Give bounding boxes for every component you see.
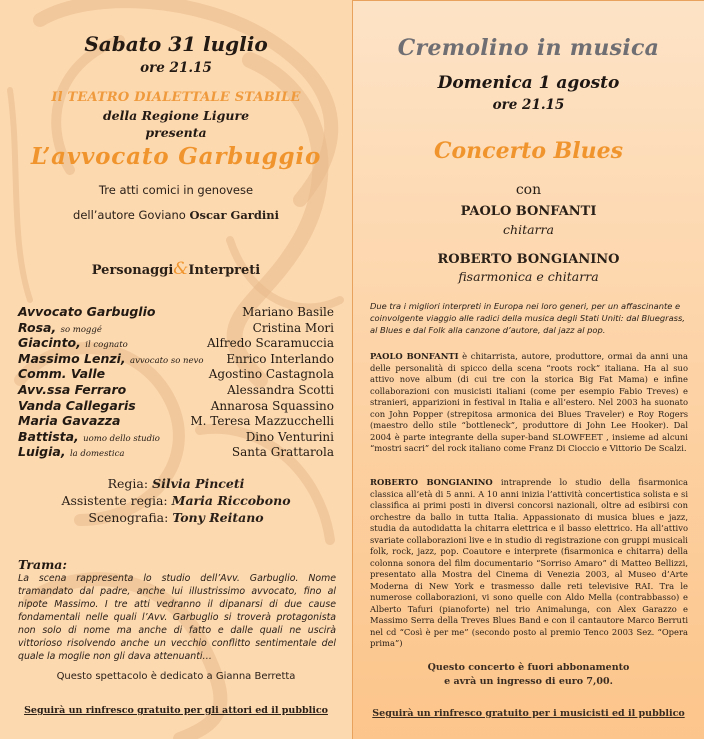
cast-list bbox=[18, 304, 334, 460]
company-region: della Regione Ligure bbox=[102, 108, 250, 123]
bio-text: intraprende lo studio della fisarmonica classica all’età di 5 anni. A 10 anni inizia l’attività concertistica solista e si classifica ai primi posti in diversi concorsi nazionali, oltre ad esibirsi con orchestre da ballo in tutta Italia. Appassionato di musica blues e jazz, studia da autodidatta la chitarra elettrica e il basso elettrico. Ha all’attivo svariate collaborazioni live e in studio di registrazione con gruppi musicali folk, rock, jazz, pop. Coautore e interprete (fisarmonica e chitarra) della colonna sonora del film documentario “Sorriso Amaro” di Matteo Bellizzi, presentato alla Mostra del Cinema di Venezia 2003, al Museo d’Arte Moderna di New York e trasmesso dalle reti televisive RAI. Tra le numerose collaborazioni, vi sono quelle con Aldo Mella (contrabbasso) e Alberto Tafuri (pianoforte) nel trio Animalunga, con Alex Garazzo e Massimo Serra della Treves Blues Band e con il cantautore Marco Berruti nel cd “Così è per me” (secondo posto al premio Tenco 2003 Sez. “Opera prima”) bbox=[370, 477, 688, 648]
character-name: Giacinto, il cognato bbox=[18, 335, 128, 351]
actor-name: Mariano Basile bbox=[242, 305, 334, 319]
bio-text: è chitarrista, autore, produttore, ormai da anni una delle personalità di spicco della scena “roots rock” italiana. Ha al suo attivo nove album (di cui tre con la storica Big Fat Mama) e infine collaborazioni con musicisti italiani (come per esempio Fabio Treves) e stranieri, apparizioni in festival in Italia e all’estero. Nel 2003 ha suonato con John Popper (strepitosa armonica dei Blues Traveler) e Roy Rogers (maestro dello stile “bottleneck”, produttore di John Lee Hooker). Dal 2004 è parte integrante della super-band SLOWFEET , insieme ad alcuni “mostri sacri” del rock italiano come Franz Di Cioccio e Vittorio De Scalzi. bbox=[370, 351, 688, 453]
refreshment-note: Seguirà un rinfresco gratuito per gli attori ed il pubblico bbox=[24, 705, 328, 716]
actor-name: M. Teresa Mazzucchelli bbox=[190, 414, 334, 429]
ampersand-ornament: & bbox=[173, 259, 189, 279]
character-note: uomo dello studio bbox=[83, 433, 160, 444]
actor-name: Enrico Interlando bbox=[226, 351, 334, 366]
ticket-line-1: Questo concerto è fuori abbonamento bbox=[427, 662, 630, 673]
credit-person: Maria Riccobono bbox=[171, 493, 291, 508]
cast-heading-characters: Personaggi bbox=[91, 263, 174, 278]
dedication: Questo spettacolo è dedicato a Gianna Berretta bbox=[56, 671, 296, 682]
character-name: Comm. Valle bbox=[18, 366, 106, 382]
concert-title: Concerto Blues bbox=[434, 138, 623, 164]
character-name: Rosa, so moggé bbox=[18, 319, 102, 335]
performer-instrument: fisarmonica e chitarra bbox=[458, 269, 599, 284]
cast-row bbox=[18, 413, 334, 429]
bio-name: PAOLO BONFANTI bbox=[370, 351, 459, 361]
bio-name: ROBERTO BONGIANINO bbox=[370, 477, 493, 487]
presents-label: presenta bbox=[145, 125, 207, 140]
character-note: il cognato bbox=[85, 340, 128, 351]
ticket-line-2: e avrà un ingresso di euro 7,00. bbox=[444, 676, 613, 687]
cast-heading bbox=[0, 259, 352, 279]
character-name: Avvocato Garbuglio bbox=[18, 304, 156, 319]
character-name: Vanda Callegaris bbox=[18, 397, 136, 413]
actor-name: Alessandra Scotti bbox=[227, 382, 334, 397]
credit-direction: Regia: Silvia Pinceti bbox=[107, 476, 245, 491]
character-name: Maria Gavazza bbox=[18, 413, 121, 429]
character-note: so moggé bbox=[60, 324, 102, 335]
character-note: la domestica bbox=[69, 449, 125, 460]
character-note: avvocato so nevo bbox=[130, 355, 204, 366]
bio-paolo-bonfanti bbox=[370, 351, 688, 455]
character-name: Battista, uomo dello studio bbox=[18, 428, 160, 444]
cast-row bbox=[18, 382, 334, 398]
character-name: Massimo Lenzi, avvocato so nevo bbox=[18, 350, 204, 366]
ticket-note bbox=[353, 661, 704, 689]
play-author bbox=[0, 208, 352, 222]
concert-date: Domenica 1 agosto bbox=[437, 73, 620, 93]
cast-row bbox=[18, 366, 334, 382]
actor-name: Annarosa Squassino bbox=[210, 398, 334, 413]
credit-person: Tony Reitano bbox=[172, 510, 264, 525]
play-subtitle: Tre atti comici in genovese bbox=[98, 183, 254, 197]
cast-row bbox=[18, 444, 334, 460]
cast-row bbox=[18, 429, 334, 445]
plot-text: La scena rappresenta lo studio dell’Avv. Garbuglio. Nome tramandato dal padre, anche lui illustrissimo avvocato, fino al nipote Massimo. I tre atti vedranno il dipanarsi di due cause fondamentali nelle quali l’Avv. Garbuglio si troverà protagonista non solo di nome ma anche di fatto e dalle quali ne uscirà vittorioso risolvendo anche un vecchio conflitto sentimentale del quale la moglie non gli dava attenuanti… bbox=[18, 573, 336, 662]
actor-name: Santa Grattarola bbox=[231, 445, 334, 460]
event-time: ore 21.15 bbox=[140, 60, 212, 76]
actor-name: Agostino Castagnola bbox=[208, 367, 334, 382]
bio-roberto-bongianino bbox=[370, 477, 688, 650]
performer-name: PAOLO BONFANTI bbox=[460, 204, 597, 219]
with-label: con bbox=[515, 182, 542, 198]
play-title: L’avvocato Garbuggio bbox=[30, 143, 322, 170]
cast-row bbox=[18, 351, 334, 367]
series-title: Cremolino in musica bbox=[397, 35, 660, 61]
plot-heading: Trama: bbox=[18, 557, 68, 572]
production-credits bbox=[0, 476, 352, 527]
credit-assistant-direction: Assistente regia: Maria Riccobono bbox=[61, 493, 291, 508]
cast-row bbox=[18, 398, 334, 414]
concert-intro: Due tra i migliori interpreti in Europa nei loro generi, per un affascinante e coinvolgente viaggio alle radici della musica degli Stati Uniti: dal Bluegrass, al Blues e dal Folk alla canzone d’autore, dal jazz al pop. bbox=[370, 301, 685, 335]
event-date: Sabato 31 luglio bbox=[84, 32, 268, 56]
cast-row bbox=[18, 335, 334, 351]
performer-name: ROBERTO BONGIANINO bbox=[437, 252, 620, 267]
performer-instrument: chitarra bbox=[503, 222, 554, 237]
credit-set-design: Scenografia: Tony Reitano bbox=[88, 510, 264, 525]
author-name: Oscar Gardini bbox=[189, 208, 279, 222]
concert-time: ore 21.15 bbox=[492, 97, 565, 113]
cast-heading-performers: Interpreti bbox=[188, 263, 261, 278]
credit-person: Silvia Pinceti bbox=[152, 476, 245, 491]
character-name: Avv.ssa Ferraro bbox=[18, 381, 127, 397]
concert-flyer-panel bbox=[352, 0, 704, 739]
refreshment-note: Seguirà un rinfresco gratuito per i musicisti ed il pubblico bbox=[372, 708, 685, 719]
cast-row bbox=[18, 304, 334, 320]
author-prefix: dell’autore Goviano bbox=[73, 208, 186, 222]
character-name: Luigia, la domestica bbox=[18, 444, 125, 460]
cast-row bbox=[18, 320, 334, 336]
actor-name: Cristina Mori bbox=[252, 320, 334, 335]
theatre-company: Il TEATRO DIALETTALE STABILE bbox=[51, 90, 301, 105]
actor-name: Dino Venturini bbox=[245, 429, 334, 444]
actor-name: Alfredo Scaramuccia bbox=[206, 336, 334, 351]
